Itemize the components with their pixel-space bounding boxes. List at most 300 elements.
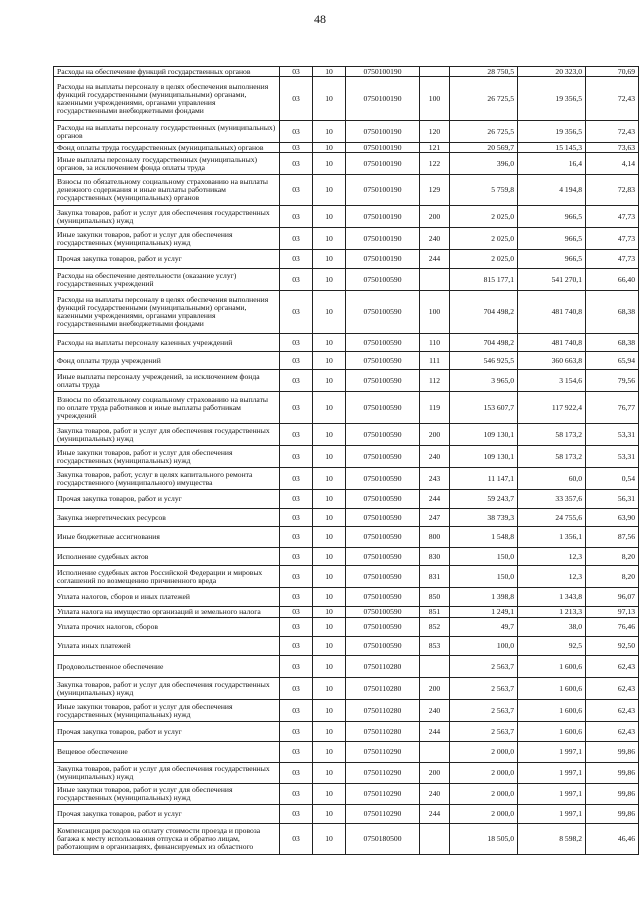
row-expense-type: 244	[420, 722, 450, 742]
row-planned-amount: 20 569,7	[450, 143, 518, 153]
row-subsection: 10	[313, 656, 346, 678]
row-planned-amount: 5 759,8	[450, 175, 518, 206]
row-section: 03	[280, 206, 313, 228]
row-expense-type: 200	[420, 424, 450, 446]
row-executed-amount: 966,5	[518, 250, 586, 269]
row-planned-amount: 2 563,7	[450, 700, 518, 722]
row-target-code: 0750100590	[346, 392, 420, 424]
row-name: Фонд оплаты труда государственных (муниципальных) органов	[54, 143, 280, 153]
row-subsection: 10	[313, 370, 346, 392]
row-execution-percent: 63,90	[586, 509, 639, 527]
row-section: 03	[280, 228, 313, 250]
row-expense-type	[420, 742, 450, 763]
row-executed-amount: 541 270,1	[518, 269, 586, 291]
table-row	[54, 678, 639, 700]
table-row	[54, 637, 639, 656]
row-subsection: 10	[313, 566, 346, 588]
row-section: 03	[280, 548, 313, 566]
table-row	[54, 527, 639, 548]
row-name: Уплата налога на имущество организаций и земельного налога	[54, 607, 280, 618]
row-subsection: 10	[313, 468, 346, 490]
row-target-code: 0750100590	[346, 370, 420, 392]
row-section: 03	[280, 656, 313, 678]
row-executed-amount: 966,5	[518, 228, 586, 250]
row-subsection: 10	[313, 392, 346, 424]
table-row	[54, 722, 639, 742]
row-target-code: 0750100590	[346, 509, 420, 527]
row-target-code: 0750110280	[346, 656, 420, 678]
row-planned-amount: 109 130,1	[450, 424, 518, 446]
row-executed-amount: 1 600,6	[518, 678, 586, 700]
row-execution-percent: 96,07	[586, 588, 639, 607]
row-name: Вещевое обеспечение	[54, 742, 280, 763]
row-expense-type: 853	[420, 637, 450, 656]
row-planned-amount: 546 925,5	[450, 352, 518, 370]
row-subsection: 10	[313, 588, 346, 607]
row-name: Исполнение судебных актов	[54, 548, 280, 566]
row-executed-amount: 3 154,6	[518, 370, 586, 392]
row-planned-amount: 2 000,0	[450, 784, 518, 805]
row-expense-type: 111	[420, 352, 450, 370]
row-target-code: 0750100590	[346, 352, 420, 370]
row-subsection: 10	[313, 424, 346, 446]
row-expense-type: 100	[420, 291, 450, 334]
row-executed-amount: 58 173,2	[518, 424, 586, 446]
row-subsection: 10	[313, 206, 346, 228]
row-planned-amount: 704 498,2	[450, 334, 518, 352]
table-row	[54, 392, 639, 424]
row-executed-amount: 33 357,6	[518, 490, 586, 509]
row-target-code: 0750100590	[346, 566, 420, 588]
table-row	[54, 269, 639, 291]
row-name: Взносы по обязательному социальному страхованию на выплаты денежного содержания и иные выплаты работникам государственных (муниципальных) органов	[54, 175, 280, 206]
row-execution-percent: 66,40	[586, 269, 639, 291]
row-executed-amount: 966,5	[518, 206, 586, 228]
row-name: Иные закупки товаров, работ и услуг для обеспечения государственных (муниципальных) нужд	[54, 228, 280, 250]
row-subsection: 10	[313, 784, 346, 805]
row-name: Прочая закупка товаров, работ и услуг	[54, 805, 280, 824]
row-executed-amount: 481 740,8	[518, 334, 586, 352]
row-expense-type	[420, 824, 450, 855]
row-section: 03	[280, 424, 313, 446]
row-section: 03	[280, 618, 313, 637]
row-execution-percent: 53,31	[586, 424, 639, 446]
row-section: 03	[280, 763, 313, 784]
row-name: Иные бюджетные ассигнования	[54, 527, 280, 548]
row-executed-amount: 1 997,1	[518, 805, 586, 824]
row-target-code: 0750100590	[346, 637, 420, 656]
row-execution-percent: 62,43	[586, 656, 639, 678]
row-section: 03	[280, 700, 313, 722]
row-execution-percent: 72,83	[586, 175, 639, 206]
row-planned-amount: 2 025,0	[450, 206, 518, 228]
table-row	[54, 175, 639, 206]
row-executed-amount: 1 343,8	[518, 588, 586, 607]
row-target-code: 0750100190	[346, 77, 420, 121]
row-expense-type: 850	[420, 588, 450, 607]
row-subsection: 10	[313, 446, 346, 468]
row-executed-amount: 360 663,8	[518, 352, 586, 370]
row-expense-type: 240	[420, 446, 450, 468]
table-row	[54, 370, 639, 392]
row-subsection: 10	[313, 548, 346, 566]
row-expense-type: 244	[420, 250, 450, 269]
row-expense-type: 244	[420, 490, 450, 509]
row-name: Иные закупки товаров, работ и услуг для обеспечения государственных (муниципальных) нужд	[54, 784, 280, 805]
row-target-code: 0750110280	[346, 722, 420, 742]
row-expense-type: 112	[420, 370, 450, 392]
row-expense-type: 120	[420, 121, 450, 143]
table-row	[54, 352, 639, 370]
row-execution-percent: 92,50	[586, 637, 639, 656]
row-executed-amount: 12,3	[518, 566, 586, 588]
row-target-code: 0750100590	[346, 588, 420, 607]
row-subsection: 10	[313, 763, 346, 784]
row-executed-amount: 8 598,2	[518, 824, 586, 855]
row-target-code: 0750110290	[346, 784, 420, 805]
table-row	[54, 656, 639, 678]
row-section: 03	[280, 269, 313, 291]
row-execution-percent: 76,46	[586, 618, 639, 637]
row-subsection: 10	[313, 824, 346, 855]
row-section: 03	[280, 722, 313, 742]
row-subsection: 10	[313, 269, 346, 291]
row-execution-percent: 65,94	[586, 352, 639, 370]
row-name: Уплата налогов, сборов и иных платежей	[54, 588, 280, 607]
row-execution-percent: 97,13	[586, 607, 639, 618]
row-section: 03	[280, 784, 313, 805]
row-execution-percent: 53,31	[586, 446, 639, 468]
row-execution-percent: 0,54	[586, 468, 639, 490]
table-row	[54, 67, 639, 77]
row-executed-amount: 24 755,6	[518, 509, 586, 527]
row-execution-percent: 46,46	[586, 824, 639, 855]
row-expense-type: 247	[420, 509, 450, 527]
row-section: 03	[280, 490, 313, 509]
row-name: Прочая закупка товаров, работ и услуг	[54, 490, 280, 509]
table-row	[54, 700, 639, 722]
row-section: 03	[280, 153, 313, 175]
row-section: 03	[280, 67, 313, 77]
row-name: Взносы по обязательному социальному страхованию на выплаты по оплате труда работников и иные выплаты работникам учреждений	[54, 392, 280, 424]
row-execution-percent: 76,77	[586, 392, 639, 424]
row-execution-percent: 8,20	[586, 548, 639, 566]
row-name: Прочая закупка товаров, работ и услуг	[54, 250, 280, 269]
row-target-code: 0750100190	[346, 175, 420, 206]
row-planned-amount: 2 025,0	[450, 228, 518, 250]
row-executed-amount: 1 213,3	[518, 607, 586, 618]
row-section: 03	[280, 370, 313, 392]
row-executed-amount: 1 600,6	[518, 722, 586, 742]
row-subsection: 10	[313, 678, 346, 700]
row-name: Иные выплаты персоналу государственных (муниципальных) органов, за исключением фонда оплаты труда	[54, 153, 280, 175]
row-subsection: 10	[313, 334, 346, 352]
table-row	[54, 446, 639, 468]
row-name: Закупка товаров, работ и услуг для обеспечения государственных (муниципальных) нужд	[54, 206, 280, 228]
row-subsection: 10	[313, 618, 346, 637]
row-executed-amount: 58 173,2	[518, 446, 586, 468]
row-section: 03	[280, 678, 313, 700]
row-executed-amount: 1 997,1	[518, 742, 586, 763]
row-section: 03	[280, 291, 313, 334]
row-planned-amount: 150,0	[450, 548, 518, 566]
row-executed-amount: 1 997,1	[518, 784, 586, 805]
row-target-code: 0750180500	[346, 824, 420, 855]
row-name: Закупка товаров, работ и услуг для обеспечения государственных (муниципальных) нужд	[54, 678, 280, 700]
row-subsection: 10	[313, 228, 346, 250]
table-row	[54, 77, 639, 121]
row-executed-amount: 38,0	[518, 618, 586, 637]
row-subsection: 10	[313, 742, 346, 763]
row-expense-type: 243	[420, 468, 450, 490]
row-planned-amount: 2 000,0	[450, 763, 518, 784]
row-name: Расходы на выплаты персоналу в целях обеспечения выполнения функций государственными (муниципальными) органами, казенными учреждениями, органами управления государственными внебюджетными фондами	[54, 291, 280, 334]
table-row	[54, 121, 639, 143]
row-execution-percent: 72,43	[586, 77, 639, 121]
row-execution-percent: 99,86	[586, 742, 639, 763]
row-target-code: 0750110280	[346, 678, 420, 700]
row-planned-amount: 396,0	[450, 153, 518, 175]
row-planned-amount: 38 739,3	[450, 509, 518, 527]
table-row	[54, 250, 639, 269]
row-name: Закупка товаров, работ, услуг в целях капитального ремонта государственного (муниципального) имущества	[54, 468, 280, 490]
row-section: 03	[280, 468, 313, 490]
row-execution-percent: 62,43	[586, 722, 639, 742]
row-executed-amount: 1 600,6	[518, 656, 586, 678]
row-planned-amount: 109 130,1	[450, 446, 518, 468]
row-target-code: 0750100590	[346, 490, 420, 509]
row-name: Расходы на выплаты персоналу в целях обеспечения выполнения функций государственными (муниципальными) органами, казенными учреждениями, органами управления государственными внебюджетными фондами	[54, 77, 280, 121]
row-executed-amount: 92,5	[518, 637, 586, 656]
table-row	[54, 490, 639, 509]
table-row	[54, 618, 639, 637]
row-planned-amount: 815 177,1	[450, 269, 518, 291]
row-subsection: 10	[313, 250, 346, 269]
row-section: 03	[280, 121, 313, 143]
row-expense-type: 110	[420, 334, 450, 352]
table-row	[54, 228, 639, 250]
row-execution-percent: 68,38	[586, 334, 639, 352]
row-name: Закупка товаров, работ и услуг для обеспечения государственных (муниципальных) нужд	[54, 763, 280, 784]
row-name: Прочая закупка товаров, работ и услуг	[54, 722, 280, 742]
row-executed-amount: 481 740,8	[518, 291, 586, 334]
row-execution-percent: 47,73	[586, 250, 639, 269]
row-name: Расходы на обеспечение функций государственных органов	[54, 67, 280, 77]
row-expense-type: 831	[420, 566, 450, 588]
row-executed-amount: 20 323,0	[518, 67, 586, 77]
row-subsection: 10	[313, 175, 346, 206]
row-execution-percent: 99,86	[586, 763, 639, 784]
row-section: 03	[280, 352, 313, 370]
row-executed-amount: 15 145,3	[518, 143, 586, 153]
budget-table-body	[54, 67, 639, 855]
row-executed-amount: 1 600,6	[518, 700, 586, 722]
row-target-code: 0750110290	[346, 742, 420, 763]
row-executed-amount: 12,3	[518, 548, 586, 566]
row-subsection: 10	[313, 67, 346, 77]
row-target-code: 0750100590	[346, 291, 420, 334]
row-executed-amount: 16,4	[518, 153, 586, 175]
row-executed-amount: 60,0	[518, 468, 586, 490]
row-execution-percent: 79,56	[586, 370, 639, 392]
row-execution-percent: 70,69	[586, 67, 639, 77]
row-execution-percent: 99,86	[586, 805, 639, 824]
row-target-code: 0750100590	[346, 527, 420, 548]
row-target-code: 0750110290	[346, 763, 420, 784]
row-planned-amount: 59 243,7	[450, 490, 518, 509]
row-planned-amount: 2 000,0	[450, 805, 518, 824]
row-execution-percent: 8,20	[586, 566, 639, 588]
table-row	[54, 805, 639, 824]
row-executed-amount: 19 356,5	[518, 121, 586, 143]
row-name: Закупка товаров, работ и услуг для обеспечения государственных (муниципальных) нужд	[54, 424, 280, 446]
row-subsection: 10	[313, 722, 346, 742]
row-target-code: 0750100190	[346, 206, 420, 228]
row-target-code: 0750110290	[346, 805, 420, 824]
row-target-code: 0750110280	[346, 700, 420, 722]
row-name: Уплата прочих налогов, сборов	[54, 618, 280, 637]
row-section: 03	[280, 175, 313, 206]
table-row	[54, 143, 639, 153]
row-planned-amount: 2 000,0	[450, 742, 518, 763]
row-planned-amount: 11 147,1	[450, 468, 518, 490]
row-execution-percent: 68,38	[586, 291, 639, 334]
row-section: 03	[280, 143, 313, 153]
row-name: Уплата иных платежей	[54, 637, 280, 656]
row-execution-percent: 47,73	[586, 228, 639, 250]
table-row	[54, 588, 639, 607]
row-target-code: 0750100190	[346, 143, 420, 153]
row-execution-percent: 56,31	[586, 490, 639, 509]
table-row	[54, 784, 639, 805]
row-subsection: 10	[313, 352, 346, 370]
row-executed-amount: 117 922,4	[518, 392, 586, 424]
row-planned-amount: 18 505,0	[450, 824, 518, 855]
row-target-code: 0750100190	[346, 250, 420, 269]
row-name: Расходы на выплаты персоналу казенных учреждений	[54, 334, 280, 352]
row-planned-amount: 2 563,7	[450, 678, 518, 700]
row-name: Продовольственное обеспечение	[54, 656, 280, 678]
row-executed-amount: 4 194,8	[518, 175, 586, 206]
row-execution-percent: 87,56	[586, 527, 639, 548]
row-section: 03	[280, 607, 313, 618]
row-expense-type: 119	[420, 392, 450, 424]
table-row	[54, 291, 639, 334]
row-expense-type: 129	[420, 175, 450, 206]
row-execution-percent: 72,43	[586, 121, 639, 143]
row-expense-type	[420, 67, 450, 77]
table-row	[54, 509, 639, 527]
row-expense-type: 240	[420, 228, 450, 250]
row-subsection: 10	[313, 490, 346, 509]
row-expense-type: 851	[420, 607, 450, 618]
row-execution-percent: 99,86	[586, 784, 639, 805]
row-name: Иные закупки товаров, работ и услуг для обеспечения государственных (муниципальных) нужд	[54, 700, 280, 722]
row-executed-amount: 19 356,5	[518, 77, 586, 121]
table-row	[54, 206, 639, 228]
row-target-code: 0750100590	[346, 468, 420, 490]
row-planned-amount: 3 965,0	[450, 370, 518, 392]
row-target-code: 0750100590	[346, 548, 420, 566]
row-name: Исполнение судебных актов Российской Федерации и мировых соглашений по возмещению причиненного вреда	[54, 566, 280, 588]
row-subsection: 10	[313, 607, 346, 618]
row-target-code: 0750100590	[346, 607, 420, 618]
table-row	[54, 763, 639, 784]
row-subsection: 10	[313, 527, 346, 548]
row-expense-type: 121	[420, 143, 450, 153]
page-number: 48	[314, 12, 326, 26]
row-expense-type: 200	[420, 763, 450, 784]
row-section: 03	[280, 77, 313, 121]
row-section: 03	[280, 824, 313, 855]
table-row	[54, 607, 639, 618]
row-section: 03	[280, 527, 313, 548]
row-planned-amount: 49,7	[450, 618, 518, 637]
row-target-code: 0750100190	[346, 153, 420, 175]
row-name: Иные закупки товаров, работ и услуг для обеспечения государственных (муниципальных) нужд	[54, 446, 280, 468]
row-section: 03	[280, 637, 313, 656]
row-target-code: 0750100590	[346, 269, 420, 291]
row-expense-type: 800	[420, 527, 450, 548]
row-subsection: 10	[313, 77, 346, 121]
row-section: 03	[280, 509, 313, 527]
row-planned-amount: 150,0	[450, 566, 518, 588]
row-section: 03	[280, 392, 313, 424]
table-row	[54, 742, 639, 763]
row-expense-type: 244	[420, 805, 450, 824]
table-row	[54, 424, 639, 446]
table-row	[54, 824, 639, 855]
row-subsection: 10	[313, 805, 346, 824]
row-execution-percent: 62,43	[586, 678, 639, 700]
row-planned-amount: 28 750,5	[450, 67, 518, 77]
row-subsection: 10	[313, 291, 346, 334]
table-row	[54, 548, 639, 566]
row-planned-amount: 2 563,7	[450, 656, 518, 678]
table-row	[54, 334, 639, 352]
row-subsection: 10	[313, 121, 346, 143]
table-row	[54, 153, 639, 175]
row-subsection: 10	[313, 637, 346, 656]
row-name: Расходы на обеспечение деятельности (оказание услуг) государственных учреждений	[54, 269, 280, 291]
row-section: 03	[280, 446, 313, 468]
row-planned-amount: 1 548,8	[450, 527, 518, 548]
row-name: Фонд оплаты труда учреждений	[54, 352, 280, 370]
table-row	[54, 468, 639, 490]
row-target-code: 0750100190	[346, 121, 420, 143]
row-expense-type: 830	[420, 548, 450, 566]
row-target-code: 0750100190	[346, 67, 420, 77]
row-target-code: 0750100590	[346, 424, 420, 446]
row-name: Компенсация расходов на оплату стоимости проезда и провоза багажа к месту использования отпуска и обратно лицам, работающим в организациях, финансируемых из областного	[54, 824, 280, 855]
row-planned-amount: 2 025,0	[450, 250, 518, 269]
row-planned-amount: 704 498,2	[450, 291, 518, 334]
row-name: Иные выплаты персоналу учреждений, за исключением фонда оплаты труда	[54, 370, 280, 392]
row-section: 03	[280, 588, 313, 607]
row-subsection: 10	[313, 143, 346, 153]
row-section: 03	[280, 805, 313, 824]
row-planned-amount: 26 725,5	[450, 77, 518, 121]
row-expense-type: 852	[420, 618, 450, 637]
row-planned-amount: 26 725,5	[450, 121, 518, 143]
row-execution-percent: 73,63	[586, 143, 639, 153]
row-execution-percent: 62,43	[586, 700, 639, 722]
row-expense-type: 240	[420, 700, 450, 722]
row-section: 03	[280, 250, 313, 269]
budget-table	[53, 66, 639, 855]
row-target-code: 0750100590	[346, 446, 420, 468]
row-expense-type: 200	[420, 678, 450, 700]
